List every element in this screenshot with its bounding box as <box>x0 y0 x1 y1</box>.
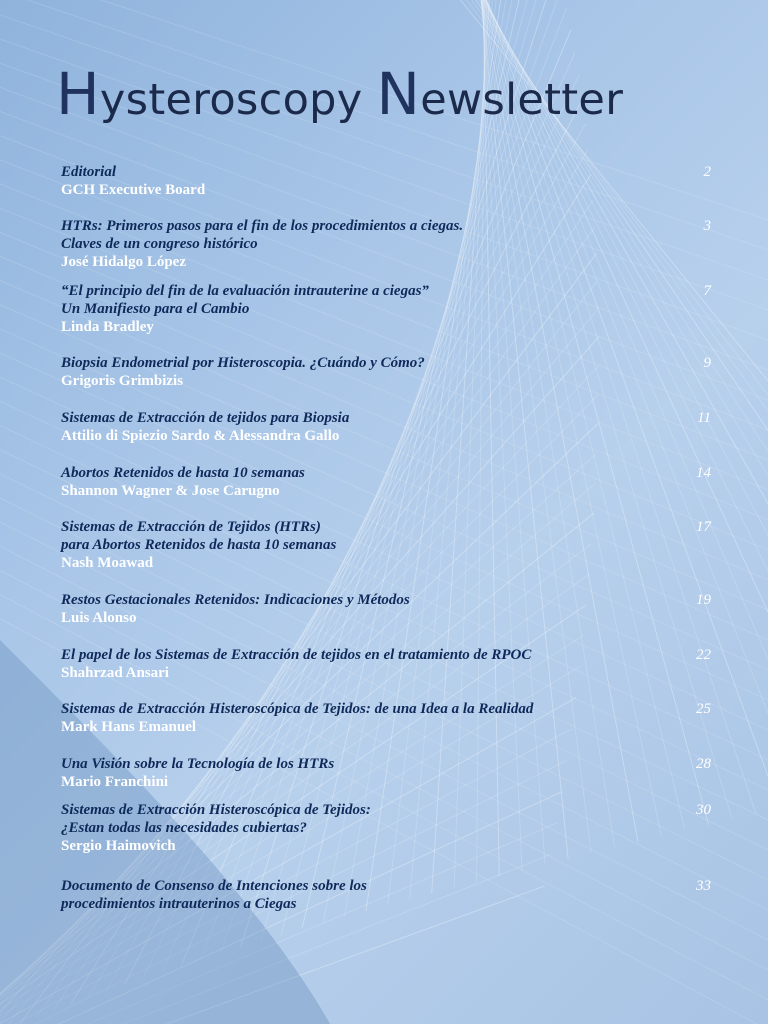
entry-title-line: Documento de Consenso de Intenciones sobre los <box>61 878 367 894</box>
toc-entry[interactable] <box>61 801 711 855</box>
toc-entry[interactable] <box>61 646 711 682</box>
entry-author: Attilio di Spiezio Sardo & Alessandra Gallo <box>61 428 340 444</box>
entry-page-number: 30 <box>696 802 711 818</box>
entry-page-number: 25 <box>696 701 711 717</box>
entry-title-line: procedimientos intrauterinos a Ciegas <box>61 896 297 912</box>
toc-entry[interactable] <box>61 409 711 445</box>
entry-title-line: “El principio del fin de la evaluación intrauterine a ciegas” <box>61 283 429 299</box>
entry-title-line: Una Visión sobre la Tecnología de los HTRs <box>61 756 335 772</box>
toc-entry[interactable] <box>61 163 711 199</box>
toc-entry[interactable] <box>61 354 711 390</box>
entry-author: Mario Franchini <box>61 774 169 790</box>
entry-page-number: 19 <box>696 592 711 608</box>
entry-page-number: 28 <box>696 756 711 772</box>
toc-entry[interactable] <box>61 217 711 271</box>
entry-title-line: Sistemas de Extracción de Tejidos (HTRs) <box>61 519 321 535</box>
entry-title-line: para Abortos Retenidos de hasta 10 semanas <box>61 537 337 553</box>
entry-author: Luis Alonso <box>61 610 137 626</box>
entry-title-line: ¿Estan todas las necesidades cubiertas? <box>61 820 307 836</box>
entry-author: Shahrzad Ansari <box>61 665 169 681</box>
entry-title-line: Sistemas de Extracción Histeroscópica de Tejidos: de una Idea a la Realidad <box>61 701 534 717</box>
entry-page-number: 22 <box>696 647 711 663</box>
entry-title-line: Sistemas de Extracción Histeroscópica de Tejidos: <box>61 802 371 818</box>
title-word-2-rest: ewsletter <box>420 75 624 125</box>
entry-page-number: 7 <box>703 283 711 299</box>
entry-title-line: HTRs: Primeros pasos para el fin de los procedimientos a ciegas. <box>61 218 464 234</box>
entry-author: Mark Hans Emanuel <box>61 719 197 735</box>
toc-entry[interactable] <box>61 877 711 913</box>
entry-page-number: 11 <box>697 410 711 426</box>
toc-entry[interactable] <box>61 591 711 627</box>
entry-author: Nash Moawad <box>61 555 154 571</box>
entry-author: José Hidalgo López <box>61 254 187 270</box>
toc-entry[interactable] <box>61 518 711 572</box>
entry-title-line: Abortos Retenidos de hasta 10 semanas <box>61 465 305 481</box>
title-initial-n: N <box>376 60 421 128</box>
entry-page-number: 14 <box>696 465 711 481</box>
entry-title-line: Biopsia Endometrial por Histeroscopia. ¿Cuándo y Cómo? <box>61 355 425 371</box>
entry-title-line: Sistemas de Extracción de tejidos para Biopsia <box>61 410 350 426</box>
entry-page-number: 9 <box>703 355 711 371</box>
toc-entry[interactable] <box>61 282 711 336</box>
entry-page-number: 17 <box>696 519 711 535</box>
entry-author: Sergio Haimovich <box>61 838 176 854</box>
entry-page-number: 2 <box>703 164 711 180</box>
entry-author: Linda Bradley <box>61 319 154 335</box>
entry-title-line: Editorial <box>61 164 117 180</box>
title-initial-h: H <box>56 60 100 128</box>
toc-entry[interactable] <box>61 464 711 500</box>
entry-title-line: Claves de un congreso histórico <box>61 236 258 252</box>
toc-entry[interactable] <box>61 755 711 791</box>
entry-page-number: 3 <box>703 218 711 234</box>
title-word-1-rest: ysteroscopy <box>99 75 377 125</box>
entry-title-line: Un Manifiesto para el Cambio <box>61 301 250 317</box>
entry-page-number: 33 <box>696 878 711 894</box>
toc-entry[interactable] <box>61 700 711 736</box>
entry-author: Grigoris Grimbizis <box>61 373 184 389</box>
entry-title-line: Restos Gestacionales Retenidos: Indicaciones y Métodos <box>61 592 410 608</box>
entry-title-line: El papel de los Sistemas de Extracción de tejidos en el tratamiento de RPOC <box>61 647 532 663</box>
newsletter-title <box>56 60 623 128</box>
entry-author: Shannon Wagner & Jose Carugno <box>61 483 280 499</box>
entry-author: GCH Executive Board <box>61 182 206 198</box>
